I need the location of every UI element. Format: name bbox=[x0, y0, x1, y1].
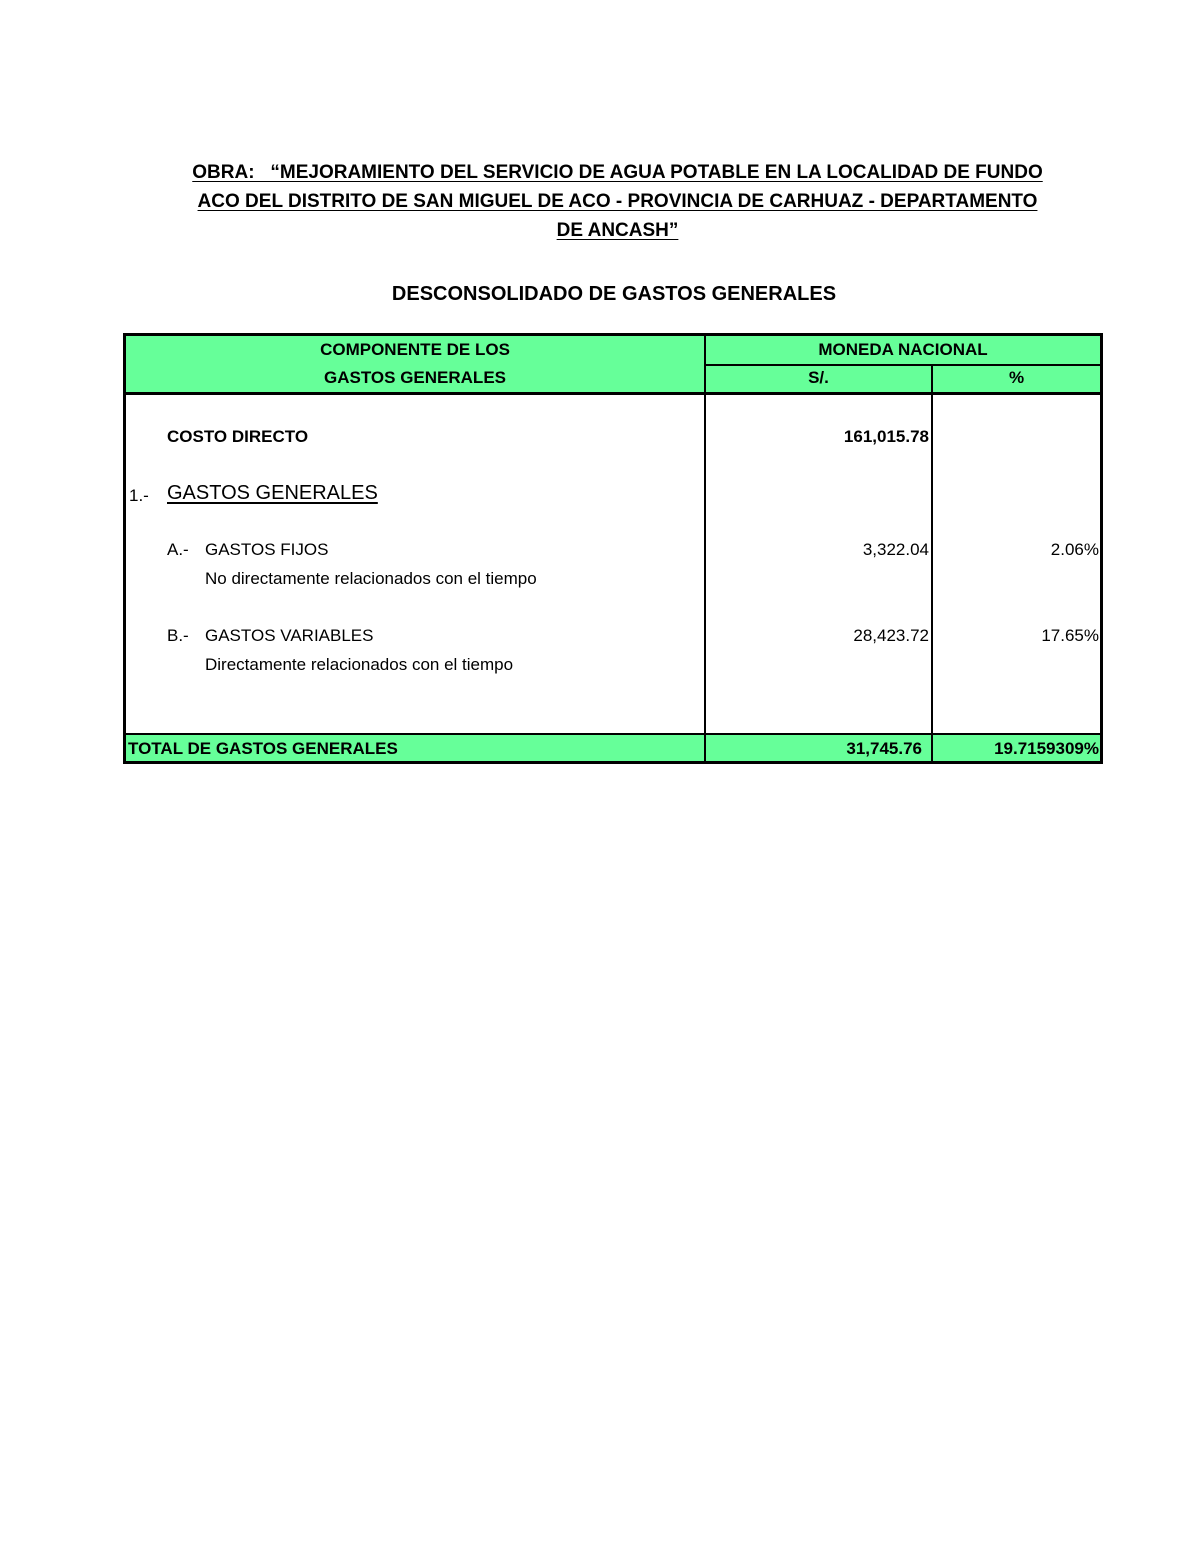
header-bottom-line bbox=[126, 392, 1100, 395]
gastos-variables-description: Directamente relacionados con el tiempo bbox=[205, 655, 514, 674]
obra-line-2: ACO DEL DISTRITO DE SAN MIGUEL DE ACO - PROVINCIA DE CARHUAZ - DEPARTAMENTO bbox=[197, 191, 1038, 212]
obra-title bbox=[130, 158, 1105, 245]
gastos-fijos-letter: A.- bbox=[167, 540, 189, 559]
total-label: TOTAL DE GASTOS GENERALES bbox=[128, 739, 398, 758]
gastos-fijos-description: No directamente relacionados con el tiempo bbox=[205, 569, 537, 588]
document-title: DESCONSOLIDADO DE GASTOS GENERALES bbox=[391, 283, 837, 305]
costo-directo-amount: 161,015.78 bbox=[843, 427, 929, 446]
total-amount: 31,745.76 bbox=[846, 739, 922, 758]
total-percent: 19.7159309% bbox=[994, 739, 1099, 758]
column-divider-2 bbox=[931, 364, 933, 761]
col-moneda-nacional: MONEDA NACIONAL bbox=[818, 340, 988, 359]
gastos-variables-amount: 28,423.72 bbox=[853, 626, 929, 645]
gastos-fijos-label: GASTOS FIJOS bbox=[205, 540, 329, 559]
gastos-variables-label: GASTOS VARIABLES bbox=[205, 626, 374, 645]
obra-line-1: OBRA: “MEJORAMIENTO DEL SERVICIO DE AGUA POTABLE EN LA LOCALIDAD DE FUNDO bbox=[192, 162, 1043, 183]
gastos-variables-percent: 17.65% bbox=[1041, 626, 1099, 645]
col-soles: S/. bbox=[808, 368, 829, 387]
costo-directo-label: COSTO DIRECTO bbox=[167, 427, 309, 446]
section-number: 1.- bbox=[129, 486, 149, 505]
header-divider bbox=[704, 364, 1100, 366]
gastos-variables-letter: B.- bbox=[167, 626, 189, 645]
col-component-line2: GASTOS GENERALES bbox=[324, 368, 506, 387]
col-component-line1: COMPONENTE DE LOS bbox=[320, 340, 510, 359]
gastos-fijos-percent: 2.06% bbox=[1050, 540, 1099, 559]
gastos-fijos-amount: 3,322.04 bbox=[862, 540, 929, 559]
gastos-table bbox=[123, 333, 1103, 764]
total-top-line bbox=[126, 733, 1100, 735]
col-percent: % bbox=[1008, 368, 1025, 387]
obra-line-3: DE ANCASH” bbox=[556, 220, 679, 241]
section-label: GASTOS GENERALES bbox=[167, 482, 378, 504]
